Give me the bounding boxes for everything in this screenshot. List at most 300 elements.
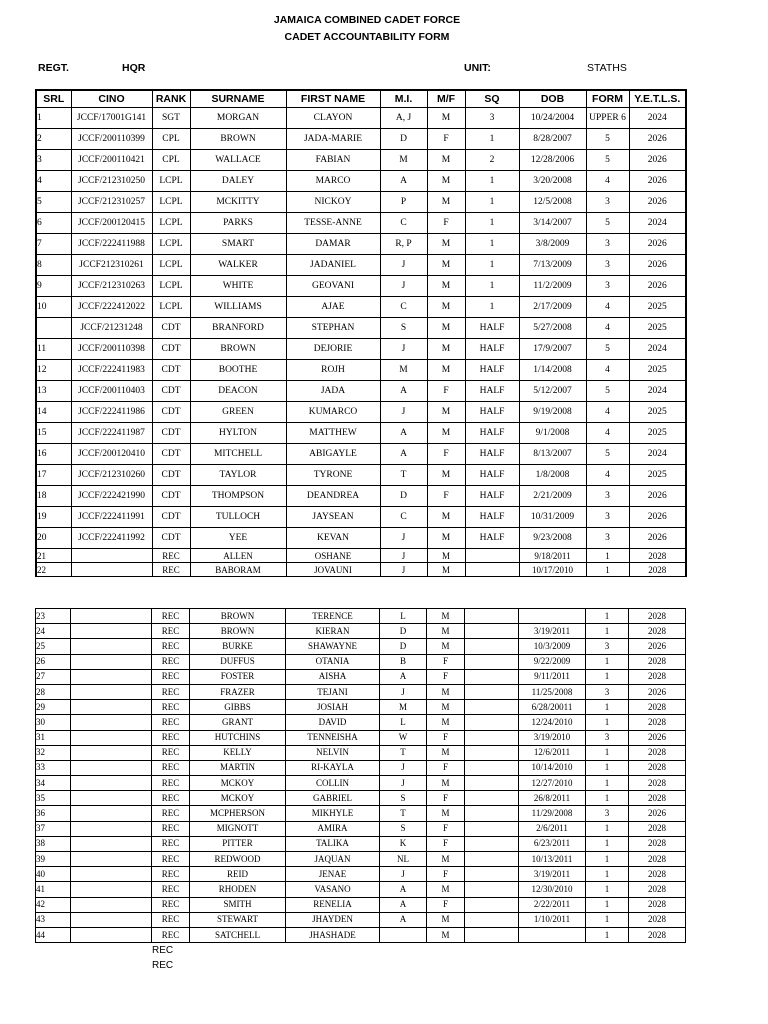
- table-cell: P: [380, 192, 427, 213]
- table-cell: REC: [152, 669, 190, 684]
- table-cell: [465, 836, 519, 851]
- table-row: [36, 609, 686, 624]
- table-cell: 2028: [629, 654, 686, 669]
- table-cell: J: [380, 867, 427, 882]
- table-cell: [465, 609, 519, 624]
- table-cell: [465, 776, 519, 791]
- table-cell: 9/11/2011: [519, 669, 586, 684]
- table-cell: F: [427, 381, 465, 402]
- table-cell: JCCF/200120415: [71, 213, 152, 234]
- table-cell: M: [380, 360, 427, 381]
- table-cell: DUFFUS: [190, 654, 286, 669]
- table-cell: COLLIN: [286, 776, 380, 791]
- table-cell: K: [380, 836, 427, 851]
- table-cell: LCPL: [152, 297, 190, 318]
- table-cell: 29: [36, 700, 71, 715]
- table-cell: M: [427, 402, 465, 423]
- table-row: [36, 806, 686, 821]
- table-cell: 2026: [629, 486, 686, 507]
- table-row: [36, 821, 686, 836]
- table-row: [36, 791, 686, 806]
- table-cell: HALF: [465, 360, 519, 381]
- table-cell: 4: [36, 171, 71, 192]
- table-cell: 43: [36, 912, 71, 927]
- table-cell: 1: [586, 549, 629, 563]
- table-cell: A: [380, 423, 427, 444]
- table-cell: 11/29/2008: [519, 806, 586, 821]
- table-cell: 3: [586, 507, 629, 528]
- table-cell: [71, 684, 152, 699]
- table-cell: 12: [36, 360, 71, 381]
- table-cell: 2028: [629, 852, 686, 867]
- table-cell: REC: [152, 549, 190, 563]
- table-cell: WALLACE: [190, 150, 286, 171]
- table-cell: AMIRA: [286, 821, 380, 836]
- table-cell: 1: [586, 867, 629, 882]
- table-cell: HALF: [465, 465, 519, 486]
- table-cell: SATCHELL: [190, 927, 286, 942]
- table-cell: [71, 912, 152, 927]
- table-cell: CDT: [152, 486, 190, 507]
- column-header: Y.E.T.L.S.: [629, 90, 686, 108]
- table-cell: 40: [36, 867, 71, 882]
- table-cell: HALF: [465, 444, 519, 465]
- table-cell: WALKER: [190, 255, 286, 276]
- table-cell: [71, 791, 152, 806]
- table-cell: M: [427, 297, 465, 318]
- table-cell: 2/22/2011: [519, 897, 586, 912]
- table-cell: JADA: [286, 381, 380, 402]
- table-cell: CDT: [152, 360, 190, 381]
- table-cell: 8/13/2007: [519, 444, 586, 465]
- table-cell: T: [380, 806, 427, 821]
- table-cell: REC: [152, 700, 190, 715]
- table-cell: 3: [586, 528, 629, 549]
- table-cell: BOOTHE: [190, 360, 286, 381]
- table-cell: SGT: [152, 108, 190, 129]
- table-cell: 2028: [629, 745, 686, 760]
- table-cell: M: [427, 776, 465, 791]
- table-cell: M: [427, 528, 465, 549]
- table-cell: A: [380, 381, 427, 402]
- table-cell: 4: [586, 465, 629, 486]
- table-cell: R, P: [380, 234, 427, 255]
- table-cell: 2026: [629, 806, 686, 821]
- table-cell: M: [427, 806, 465, 821]
- table-cell: T: [380, 745, 427, 760]
- column-header: CINO: [71, 90, 152, 108]
- table-cell: J: [380, 339, 427, 360]
- table-cell: J: [380, 528, 427, 549]
- table-cell: S: [380, 791, 427, 806]
- trailing-rank-2: REC: [152, 960, 174, 971]
- table-cell: 1: [586, 745, 629, 760]
- table-row: [36, 465, 686, 486]
- table-cell: 2/17/2009: [519, 297, 586, 318]
- table-row: [36, 563, 686, 577]
- table-cell: MCKOY: [190, 791, 286, 806]
- table-cell: 35: [36, 791, 71, 806]
- table-cell: F: [427, 897, 465, 912]
- table-cell: 10/13/2011: [519, 852, 586, 867]
- table-cell: M: [427, 108, 465, 129]
- table-cell: A: [380, 897, 427, 912]
- table-cell: 8/28/2007: [519, 129, 586, 150]
- table-cell: 26/8/2011: [519, 791, 586, 806]
- table-cell: 5: [586, 129, 629, 150]
- table-row: [36, 684, 686, 699]
- table-cell: 5: [586, 381, 629, 402]
- table-row: [36, 213, 686, 234]
- table-cell: [519, 609, 586, 624]
- table-cell: S: [380, 821, 427, 836]
- table-cell: TEJANI: [286, 684, 380, 699]
- table-cell: REC: [152, 927, 190, 942]
- table-cell: 2026: [629, 730, 686, 745]
- table-cell: [71, 852, 152, 867]
- table-cell: [519, 927, 586, 942]
- table-cell: JADANIEL: [286, 255, 380, 276]
- table-cell: S: [380, 318, 427, 339]
- table-cell: 2/6/2011: [519, 821, 586, 836]
- table-cell: 1: [465, 234, 519, 255]
- table-cell: CDT: [152, 339, 190, 360]
- table-cell: JCCF/222412022: [71, 297, 152, 318]
- table-cell: 9/1/2008: [519, 423, 586, 444]
- table-cell: REID: [190, 867, 286, 882]
- table-cell: 10/14/2010: [519, 760, 586, 775]
- table-cell: 20: [36, 528, 71, 549]
- table-row: [36, 528, 686, 549]
- table-cell: CDT: [152, 402, 190, 423]
- table-cell: REC: [152, 806, 190, 821]
- column-header: FORM: [586, 90, 629, 108]
- table-cell: 24: [36, 624, 71, 639]
- table-cell: CDT: [152, 507, 190, 528]
- table-cell: REC: [152, 791, 190, 806]
- table-cell: [465, 912, 519, 927]
- table-cell: 9: [36, 276, 71, 297]
- table-cell: DAMAR: [286, 234, 380, 255]
- table-cell: 12/28/2006: [519, 150, 586, 171]
- table-cell: 12/30/2010: [519, 882, 586, 897]
- table-cell: JOSIAH: [286, 700, 380, 715]
- table-cell: 21: [36, 549, 71, 563]
- table-cell: 6: [36, 213, 71, 234]
- table-row: [36, 255, 686, 276]
- table-row: [36, 745, 686, 760]
- table-row: [36, 402, 686, 423]
- table-cell: M: [427, 639, 465, 654]
- table-cell: 10/3/2009: [519, 639, 586, 654]
- table-cell: JCCF/212310250: [71, 171, 152, 192]
- table-cell: CDT: [152, 381, 190, 402]
- table-cell: JADA-MARIE: [286, 129, 380, 150]
- table-cell: M: [427, 318, 465, 339]
- table-cell: [71, 700, 152, 715]
- table-cell: 2025: [629, 297, 686, 318]
- table-cell: 12/6/2011: [519, 745, 586, 760]
- table-cell: 2028: [629, 776, 686, 791]
- table-cell: JCCF/222411992: [71, 528, 152, 549]
- table-cell: 1: [586, 715, 629, 730]
- table-row: [36, 339, 686, 360]
- table-cell: 3: [586, 234, 629, 255]
- table-cell: 5: [586, 444, 629, 465]
- table-cell: 3: [586, 684, 629, 699]
- column-header: DOB: [519, 90, 586, 108]
- table-cell: BROWN: [190, 339, 286, 360]
- table-cell: 12/24/2010: [519, 715, 586, 730]
- table-cell: 5: [36, 192, 71, 213]
- table-cell: 1: [36, 108, 71, 129]
- table-cell: 2: [36, 129, 71, 150]
- table-cell: REC: [152, 760, 190, 775]
- table-cell: 30: [36, 715, 71, 730]
- table-cell: 3/19/2011: [519, 867, 586, 882]
- table-cell: M: [427, 852, 465, 867]
- table-cell: 7/13/2009: [519, 255, 586, 276]
- table-cell: 7: [36, 234, 71, 255]
- table-cell: 37: [36, 821, 71, 836]
- table-cell: M: [427, 255, 465, 276]
- table-cell: MORGAN: [190, 108, 286, 129]
- table-cell: JENAE: [286, 867, 380, 882]
- table-cell: 11/25/2008: [519, 684, 586, 699]
- table-cell: 1: [465, 276, 519, 297]
- table-cell: 3: [586, 730, 629, 745]
- table-cell: 32: [36, 745, 71, 760]
- table-cell: [465, 745, 519, 760]
- table-cell: HALF: [465, 486, 519, 507]
- table-cell: MCKITTY: [190, 192, 286, 213]
- column-header: SURNAME: [190, 90, 286, 108]
- table-cell: STEPHAN: [286, 318, 380, 339]
- table-cell: D: [380, 639, 427, 654]
- table-cell: [465, 821, 519, 836]
- table-cell: 2028: [629, 821, 686, 836]
- table-cell: ABIGAYLE: [286, 444, 380, 465]
- table-row: [36, 381, 686, 402]
- table-cell: 1: [586, 624, 629, 639]
- table-cell: M: [427, 927, 465, 942]
- table-cell: 2028: [629, 624, 686, 639]
- table-cell: THOMPSON: [190, 486, 286, 507]
- table-cell: REDWOOD: [190, 852, 286, 867]
- table-cell: JCCF/200110421: [71, 150, 152, 171]
- table-cell: 3: [586, 255, 629, 276]
- table-cell: J: [380, 402, 427, 423]
- table-cell: HALF: [465, 402, 519, 423]
- table-cell: 2025: [629, 465, 686, 486]
- table-cell: 33: [36, 760, 71, 775]
- table-cell: BURKE: [190, 639, 286, 654]
- table-cell: 2025: [629, 318, 686, 339]
- table-cell: M: [427, 549, 465, 563]
- table-cell: JAQUAN: [286, 852, 380, 867]
- table-cell: M: [427, 912, 465, 927]
- table-cell: 5: [586, 213, 629, 234]
- table-cell: 1: [586, 852, 629, 867]
- table-cell: 1: [465, 297, 519, 318]
- table-cell: SHAWAYNE: [286, 639, 380, 654]
- table-cell: 2024: [629, 444, 686, 465]
- table-row: [36, 150, 686, 171]
- table-cell: BRANFORD: [190, 318, 286, 339]
- table-cell: B: [380, 654, 427, 669]
- table-cell: M: [427, 609, 465, 624]
- table-cell: JCCF/200110403: [71, 381, 152, 402]
- table-cell: [465, 715, 519, 730]
- table-cell: 4: [586, 423, 629, 444]
- table-cell: 16: [36, 444, 71, 465]
- table-cell: 27: [36, 669, 71, 684]
- table-cell: M: [427, 192, 465, 213]
- table-cell: TERENCE: [286, 609, 380, 624]
- table-cell: HALF: [465, 318, 519, 339]
- table-cell: 3/20/2008: [519, 171, 586, 192]
- table-cell: 1/14/2008: [519, 360, 586, 381]
- table-cell: [71, 654, 152, 669]
- table-cell: 1: [586, 669, 629, 684]
- table-cell: RHODEN: [190, 882, 286, 897]
- table-cell: CPL: [152, 150, 190, 171]
- table-row: [36, 360, 686, 381]
- table-cell: F: [427, 821, 465, 836]
- table-row: [36, 423, 686, 444]
- table-cell: CDT: [152, 423, 190, 444]
- table-cell: F: [427, 669, 465, 684]
- table-cell: 2024: [629, 381, 686, 402]
- table-cell: 31: [36, 730, 71, 745]
- table-cell: [465, 791, 519, 806]
- table-cell: NELVIN: [286, 745, 380, 760]
- table-cell: FRAZER: [190, 684, 286, 699]
- table-row: [36, 836, 686, 851]
- table-cell: JCCF/222411987: [71, 423, 152, 444]
- table-cell: [465, 669, 519, 684]
- table-cell: REC: [152, 776, 190, 791]
- table-cell: A: [380, 882, 427, 897]
- table-cell: 1: [465, 255, 519, 276]
- table-cell: JCCF/222411983: [71, 360, 152, 381]
- regt-value: HQR: [122, 62, 146, 74]
- table-cell: 1: [586, 700, 629, 715]
- table-cell: REC: [152, 897, 190, 912]
- table-cell: 1: [586, 897, 629, 912]
- table-cell: HUTCHINS: [190, 730, 286, 745]
- table-row: [36, 760, 686, 775]
- table-cell: MARCO: [286, 171, 380, 192]
- table-cell: TESSE-ANNE: [286, 213, 380, 234]
- table-cell: 42: [36, 897, 71, 912]
- table-cell: M: [427, 423, 465, 444]
- table-cell: JCCF/200110399: [71, 129, 152, 150]
- table-cell: YEE: [190, 528, 286, 549]
- table-cell: GIBBS: [190, 700, 286, 715]
- regt-label: REGT.: [38, 62, 69, 74]
- column-header: M/F: [427, 90, 465, 108]
- table-cell: M: [427, 171, 465, 192]
- table-cell: J: [380, 549, 427, 563]
- table-row: [36, 507, 686, 528]
- table-cell: A: [380, 444, 427, 465]
- table-cell: 1: [586, 882, 629, 897]
- table-cell: REC: [152, 624, 190, 639]
- table-cell: JCCF/212310257: [71, 192, 152, 213]
- table-cell: [71, 882, 152, 897]
- table-cell: 1: [586, 836, 629, 851]
- table-cell: 2028: [629, 669, 686, 684]
- table-cell: 3: [586, 192, 629, 213]
- table-cell: 41: [36, 882, 71, 897]
- table-cell: 2028: [629, 882, 686, 897]
- table-cell: PARKS: [190, 213, 286, 234]
- table-cell: WHITE: [190, 276, 286, 297]
- table-cell: M: [427, 150, 465, 171]
- table-cell: M: [427, 507, 465, 528]
- table-cell: JCCF/212310260: [71, 465, 152, 486]
- table-cell: [71, 669, 152, 684]
- table-cell: TULLOCH: [190, 507, 286, 528]
- table-cell: F: [427, 486, 465, 507]
- table-cell: 4: [586, 171, 629, 192]
- table-row: [36, 444, 686, 465]
- table-row: [36, 700, 686, 715]
- table-cell: [71, 715, 152, 730]
- table-cell: CDT: [152, 528, 190, 549]
- table-cell: CDT: [152, 444, 190, 465]
- table-cell: F: [427, 867, 465, 882]
- table-cell: [71, 745, 152, 760]
- table-cell: 3: [586, 486, 629, 507]
- table-cell: 2026: [629, 639, 686, 654]
- table-cell: 3/14/2007: [519, 213, 586, 234]
- column-header: SRL: [36, 90, 71, 108]
- table-cell: [71, 639, 152, 654]
- table-cell: LCPL: [152, 255, 190, 276]
- table-cell: 9/23/2008: [519, 528, 586, 549]
- table-cell: 4: [586, 402, 629, 423]
- table-cell: MARTIN: [190, 760, 286, 775]
- table-cell: F: [427, 760, 465, 775]
- table-cell: MATTHEW: [286, 423, 380, 444]
- table-cell: KEVAN: [286, 528, 380, 549]
- table-cell: JAYSEAN: [286, 507, 380, 528]
- table-cell: F: [427, 836, 465, 851]
- table-cell: 2028: [629, 760, 686, 775]
- table-cell: MIKHYLE: [286, 806, 380, 821]
- table-cell: 2026: [629, 192, 686, 213]
- table-cell: J: [380, 684, 427, 699]
- table-cell: KIERAN: [286, 624, 380, 639]
- table-cell: 1: [465, 171, 519, 192]
- table-cell: AJAE: [286, 297, 380, 318]
- table-cell: 3: [586, 806, 629, 821]
- table-cell: 8: [36, 255, 71, 276]
- table-cell: M: [427, 360, 465, 381]
- table-cell: M: [427, 745, 465, 760]
- table-cell: F: [427, 213, 465, 234]
- table-cell: 1: [465, 213, 519, 234]
- table-cell: 2025: [629, 360, 686, 381]
- table-cell: 3/19/2010: [519, 730, 586, 745]
- table-cell: 15: [36, 423, 71, 444]
- table-row: [36, 549, 686, 563]
- table-cell: BABORAM: [190, 563, 286, 577]
- table-cell: [71, 624, 152, 639]
- table-cell: F: [427, 129, 465, 150]
